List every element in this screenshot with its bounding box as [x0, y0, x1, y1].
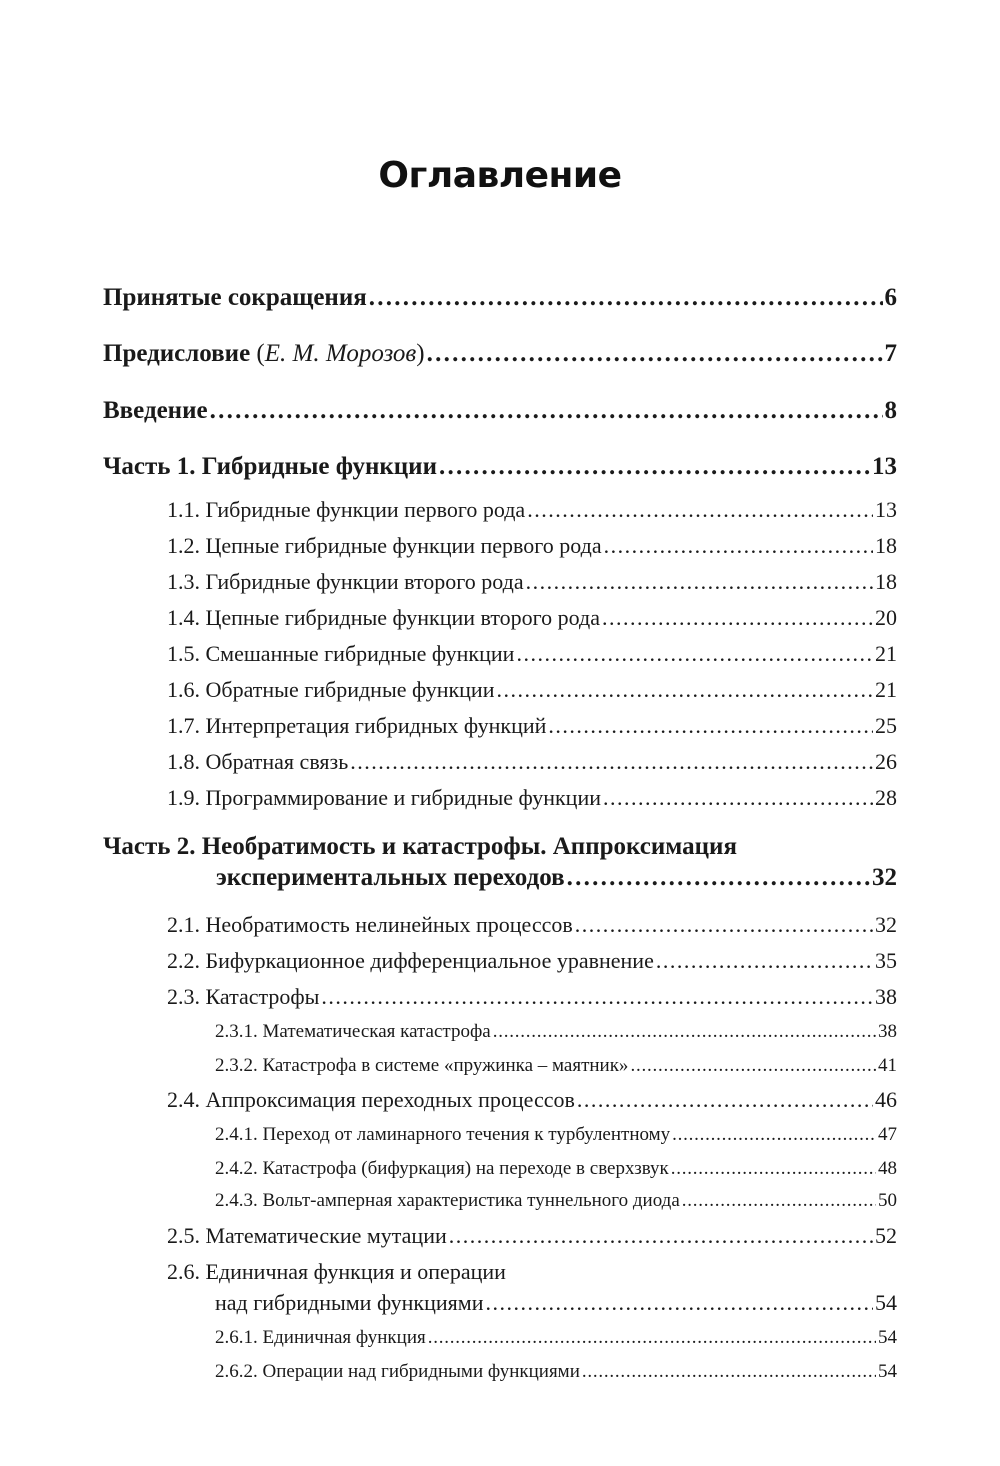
toc-entry-preface[interactable] — [103, 340, 897, 368]
toc-page-number: 54 — [878, 1361, 897, 1382]
dot-leader — [449, 1223, 873, 1249]
toc-entry-label: Введение — [103, 397, 208, 424]
toc-page-number: 26 — [875, 749, 897, 774]
toc-section-2-3[interactable] — [167, 984, 897, 1010]
toc-entry-label: 2.3.2. Катастрофа в системе «пружинка – маятник» — [215, 1055, 629, 1076]
toc-section-1-7[interactable] — [167, 713, 897, 739]
toc-entry-label: 2.2. Бифуркационное дифференциальное уравнение — [167, 948, 654, 973]
toc-entry-label: 2.3. Катастрофы — [167, 984, 320, 1009]
toc-entry-label: 1.8. Обратная связь — [167, 749, 349, 774]
toc-page-number: 13 — [872, 453, 897, 480]
toc-page-number: 52 — [875, 1223, 897, 1248]
toc-part-1[interactable] — [103, 453, 897, 481]
toc-subsection-2-4-2[interactable] — [215, 1158, 897, 1180]
toc-entry-label: Принятые сокращения — [103, 284, 367, 311]
dot-leader — [682, 1190, 876, 1212]
toc-page-number: 6 — [884, 284, 897, 311]
dot-leader — [526, 569, 873, 595]
toc-entry-label-cont: над гибридными функциями — [215, 1290, 484, 1315]
dot-leader — [496, 677, 873, 703]
toc-entry-abbreviations[interactable] — [103, 284, 897, 312]
toc-section-1-3[interactable] — [167, 569, 897, 595]
toc-page-number: 38 — [878, 1021, 897, 1042]
dot-leader — [567, 864, 870, 892]
toc-entry-label: 1.7. Интерпретация гибридных функций — [167, 713, 547, 738]
toc-part-label: Часть 2. Необратимость и катастрофы. Аппроксимация — [103, 833, 737, 860]
dot-leader — [656, 948, 873, 974]
toc-entry-label: 2.6.1. Единичная функция — [215, 1327, 426, 1348]
dot-leader — [428, 1327, 876, 1349]
toc-page-number: 32 — [872, 864, 897, 891]
toc-section-2-6[interactable] — [167, 1259, 897, 1316]
toc-entry-label: 1.9. Программирование и гибридные функции — [167, 785, 602, 810]
toc-section-2-5[interactable] — [167, 1223, 897, 1249]
dot-leader — [493, 1021, 876, 1043]
toc-subsection-2-6-1[interactable] — [215, 1327, 897, 1349]
toc-page-number: 35 — [875, 948, 897, 973]
toc-entry-label: 1.2. Цепные гибридные функции первого рода — [167, 533, 602, 558]
toc-page-number: 54 — [878, 1327, 897, 1348]
toc-page-number: 38 — [875, 984, 897, 1009]
toc-page-number: 8 — [884, 397, 897, 424]
toc-entry-label: 1.5. Смешанные гибридные функции — [167, 641, 515, 666]
dot-leader — [369, 284, 883, 312]
dot-leader — [602, 605, 873, 631]
toc-entry-label: 2.4.1. Переход от ламинарного течения к турбулентному — [215, 1124, 671, 1145]
toc-entry-label: 2.6. Единичная функция и операции — [167, 1259, 506, 1284]
toc-page-number: 41 — [878, 1055, 897, 1076]
toc-section-2-4[interactable] — [167, 1087, 897, 1113]
toc-entry-label: 2.4.2. Катастрофа (бифуркация) на переходе в сверхзвук — [215, 1158, 669, 1179]
toc-page-number: 18 — [875, 533, 897, 558]
toc-entry-label: 2.5. Математические мутации — [167, 1223, 447, 1248]
toc-page-number: 50 — [878, 1190, 897, 1211]
toc-page-number: 21 — [875, 677, 897, 702]
toc-entry-label: 1.4. Цепные гибридные функции второго рода — [167, 605, 600, 630]
toc-entry-label: Предисловие (Е. М. Морозов) — [103, 340, 425, 367]
toc-page-number: 7 — [884, 340, 897, 367]
toc-section-2-2[interactable] — [167, 948, 897, 974]
dot-leader — [439, 453, 870, 481]
toc-entry-label: 2.6.2. Операции над гибридными функциями — [215, 1361, 580, 1382]
dot-leader — [527, 497, 873, 523]
toc-part-label: Часть 1. Гибридные функции — [103, 453, 437, 480]
page-title: Оглавление — [378, 155, 622, 196]
toc-page-number: 20 — [875, 605, 897, 630]
dot-leader — [485, 1290, 873, 1316]
toc-subsection-2-4-3[interactable] — [215, 1190, 897, 1212]
toc-entry-introduction[interactable] — [103, 397, 897, 425]
preface-author: Е. М. Морозов — [264, 340, 417, 367]
dot-leader — [575, 912, 873, 938]
dot-leader — [321, 984, 873, 1010]
toc-page-number: 13 — [875, 497, 897, 522]
dot-leader — [630, 1055, 876, 1077]
toc-page-number: 48 — [878, 1158, 897, 1179]
toc-section-1-2[interactable] — [167, 533, 897, 559]
toc-entry-label: 1.3. Гибридные функции второго рода — [167, 569, 524, 594]
toc-section-1-6[interactable] — [167, 677, 897, 703]
toc-subsection-2-3-2[interactable] — [215, 1055, 897, 1077]
toc-entry-label: 2.1. Необратимость нелинейных процессов — [167, 912, 573, 937]
toc-page-number: 47 — [878, 1124, 897, 1145]
dot-leader — [350, 749, 873, 775]
toc-page-number: 54 — [875, 1290, 897, 1315]
toc-section-1-9[interactable] — [167, 785, 897, 811]
toc-part-2[interactable] — [103, 833, 897, 892]
dot-leader — [210, 397, 883, 425]
dot-leader — [548, 713, 873, 739]
toc-page-number: 25 — [875, 713, 897, 738]
toc-entry-label: 2.4.3. Вольт-амперная характеристика туннельного диода — [215, 1190, 680, 1211]
dot-leader — [582, 1361, 876, 1383]
toc-subsection-2-4-1[interactable] — [215, 1124, 897, 1146]
dot-leader — [577, 1087, 873, 1113]
toc-page-number: 28 — [875, 785, 897, 810]
toc-section-1-1[interactable] — [167, 497, 897, 523]
dot-leader — [427, 340, 883, 368]
toc-section-1-8[interactable] — [167, 749, 897, 775]
dot-leader — [603, 785, 873, 811]
toc-page-number: 32 — [875, 912, 897, 937]
toc-section-1-5[interactable] — [167, 641, 897, 667]
toc-part-label-cont: экспериментальных переходов — [216, 864, 565, 891]
dot-leader — [672, 1124, 876, 1146]
toc-subsection-2-6-2[interactable] — [215, 1361, 897, 1383]
toc-entry-label: 2.3.1. Математическая катастрофа — [215, 1021, 491, 1042]
dot-leader — [516, 641, 873, 667]
dot-leader — [604, 533, 873, 559]
toc-page-number: 46 — [875, 1087, 897, 1112]
toc-section-1-4[interactable] — [167, 605, 897, 631]
toc-subsection-2-3-1[interactable] — [215, 1021, 897, 1043]
toc-section-2-1[interactable] — [167, 912, 897, 938]
toc-entry-label: 2.4. Аппроксимация переходных процессов — [167, 1087, 575, 1112]
toc-entry-label: 1.6. Обратные гибридные функции — [167, 677, 495, 702]
toc-page-number: 21 — [875, 641, 897, 666]
toc-page-number: 18 — [875, 569, 897, 594]
dot-leader — [671, 1158, 876, 1180]
toc-entry-label: 1.1. Гибридные функции первого рода — [167, 497, 526, 522]
